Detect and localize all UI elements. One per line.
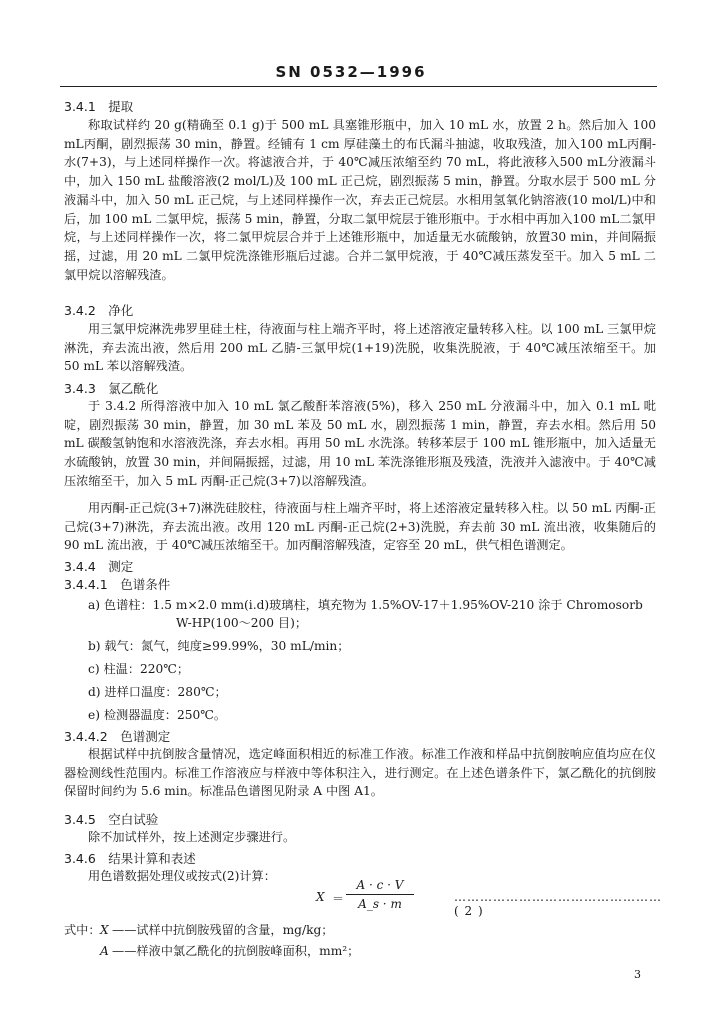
heading-3-4-4-1: 3.4.4.1 色谱条件 <box>64 577 171 592</box>
formula-equals: ＝ <box>332 892 345 906</box>
formula-fraction <box>346 878 414 913</box>
where-prefix: 式中： <box>64 923 101 937</box>
condition-item-d: d) 进样口温度：280℃； <box>88 685 227 699</box>
condition-item-a-cont: W-HP(100～200 目)； <box>176 616 308 630</box>
heading-3-4-5: 3.4.5 空白试验 <box>64 812 159 827</box>
condition-item-c: c) 柱温：220℃； <box>88 662 190 676</box>
formula-leader-dots <box>454 890 662 918</box>
formula-lhs: X <box>316 890 325 904</box>
paragraph-silica-column: 用丙酮-正己烷(3+7)淋洗硅胶柱，待液面与柱上端齐平时，将上述溶液定量转移入柱。以 50 mL 丙酮-正己烷(3+7)淋洗，弃去流出液。改用 120 mL 丙酮-正己烷(2+3)洗脱，弃去前 30 mL 流出液，收集随后的 90 mL 流出液，于 40℃减压浓缩至干。加丙酮溶解残渣，定容至 20 mL，供气相色谱测定。 <box>64 501 656 553</box>
formula-number: ( 2 ) <box>454 904 484 918</box>
paragraph-extraction: 称取试样约 20 g(精确至 0.1 g)于 500 mL 具塞锥形瓶中，加入 10 mL 水，放置 2 h。然后加入 100 mL丙酮，剧烈振荡 30 min，静置。经铺有 1 cm 厚硅藻土的布氏漏斗抽滤，收取残渣，加入100 mL丙酮-水(7+3)，与上述同样操作一次。将滤液合并，于 40℃减压浓缩至约 70 mL，将此液移入500 mL分液漏斗中，加入 150 mL 盐酸溶液(2 mol/L)及 100 mL 正己烷，剧烈振荡 5 min，静置。分取水层于 500 mL 分液漏斗中，加入 50 mL 正己烷，与上述同样操作一次，弃去正己烷层。水相用氢氧化钠溶液(10 mol/L)中和后，加 100 mL 二氯甲烷，振荡 5 min，静置，分取二氯甲烷层于锥形瓶中。于水相中再加入100 mL二氯甲烷，与上述同样操作一次，将二氯甲烷层合并于上述锥形瓶中，加适量无水硫酸钠，放置30 min，并间隔振摇，过滤，用 20 mL 二氯甲烷洗涤锥形瓶后过滤。合并二氯甲烷液，于 40℃减压蒸发至干。加入 5 mL 二氯甲烷以溶解残渣。 <box>64 118 656 282</box>
paragraph-chloroacetylation: 于 3.4.2 所得溶液中加入 10 mL 氯乙酸酐苯溶液(5%)，移入 250 mL 分液漏斗中，加入 0.1 mL 吡啶，剧烈振荡 30 min，静置，加 30 mL 苯及 50 mL 水，剧烈振荡 1 min，静置，弃去水相。然后用 50 mL 碳酸氢钠饱和水溶液洗涤，弃去水相。再用 50 mL 水洗涤。转移苯层于 100 mL 锥形瓶中，加入适量无水硫酸钠，放置 30 min，并间隔振摇，过滤，用 10 mL 苯洗涤锥形瓶及残渣，洗液并入滤液中。于 40℃减压浓缩至干，加入 5 mL 丙酮-正己烷(3+7)以溶解残渣。 <box>64 399 656 488</box>
condition-item-a: a) 色谱柱：1.5 m×2.0 mm(i.d)玻璃柱，填充物为 1.5%OV-17＋1.95%OV-210 涂于 Chromosorb <box>88 598 643 612</box>
where-a-symbol: A <box>100 944 109 958</box>
where-x-desc: ——试样中抗倒胺残留的含量，mg/kg； <box>112 923 334 937</box>
where-a-desc: ——样液中氯乙酰化的抗倒胺峰面积，mm²； <box>112 944 360 958</box>
paragraph-blank-test: 除不加试样外，按上述测定步骤进行。 <box>88 830 296 844</box>
heading-3-4-4-2: 3.4.4.2 色谱测定 <box>64 729 171 744</box>
formula-dots-text: ………………………………………… <box>454 890 662 904</box>
heading-3-4-1: 3.4.1 提取 <box>64 99 134 114</box>
paragraph-cleanup: 用三氯甲烷淋洗弗罗里硅土柱，待液面与柱上端齐平时，将上述溶液定量转移入柱。以 100 mL 三氯甲烷淋洗，弃去流出液，然后用 200 mL 乙腈-三氯甲烷(1+19)洗脱，收集洗脱液，于 40℃减压浓缩至干。加 50 mL 苯以溶解残渣。 <box>64 322 656 374</box>
heading-3-4-4: 3.4.4 测定 <box>64 559 134 574</box>
paragraph-calculation: 用色谱数据处理仪或按式(2)计算： <box>88 869 276 883</box>
heading-3-4-2: 3.4.2 净化 <box>64 303 134 318</box>
formula-denominator: A_s · m <box>358 897 402 911</box>
heading-3-4-3: 3.4.3 氯乙酰化 <box>64 381 159 396</box>
header-rule <box>60 86 657 87</box>
heading-3-4-6: 3.4.6 结果计算和表述 <box>64 851 196 866</box>
condition-item-b: b) 载气：氮气，纯度≥99.99%，30 mL/min； <box>88 639 350 653</box>
formula-2 <box>316 878 662 918</box>
where-x-symbol: X <box>100 923 109 937</box>
standard-code-header: SN 0532—1996 <box>275 63 427 81</box>
paragraph-chromatographic-determination: 根据试样中抗倒胺含量情况，选定峰面积相近的标准工作液。标准工作液和样品中抗倒胺响应值均应在仪器检测线性范围内。标准工作溶液应与样液中等体积注入，进行测定。在上述色谱条件下，氯乙酰化的抗倒胺保留时间约为 5.6 min。标准品色谱图见附录 A 中图 A1。 <box>64 747 656 799</box>
page-number: 3 <box>634 968 641 981</box>
formula-numerator: A · c · V <box>346 878 414 895</box>
condition-item-e: e) 检测器温度：250℃。 <box>88 708 227 722</box>
